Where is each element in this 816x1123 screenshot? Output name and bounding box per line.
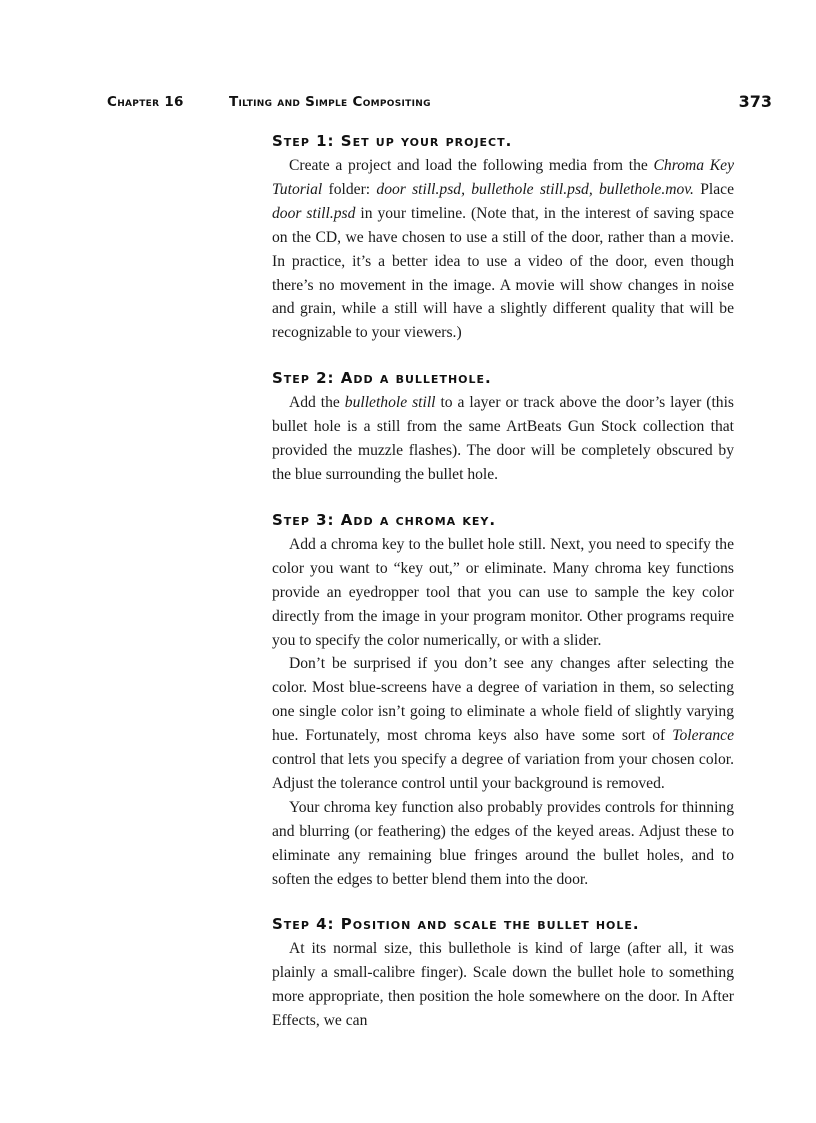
page-number: 373 xyxy=(738,92,772,111)
step-heading: Step 4: Position and scale the bullet hole. xyxy=(272,915,640,934)
text-run: Your chroma key function also probably provides controls for thinning and blurring (or feathering) the edges of the keyed areas. Adjust these to eliminate any remaining blue fringes around the bullet holes, and to soften the edges to better blend them into the door. xyxy=(272,798,734,888)
step-heading: Step 3: Add a chroma key. xyxy=(272,510,497,529)
italic-text: Chroma Key Tutorial xyxy=(272,157,735,198)
step-section-1 xyxy=(272,130,734,345)
paragraph xyxy=(272,652,734,795)
text-run: to a layer or track above the door’s layer (this bullet hole is a still from the same ArtBeats Gun Stock collection that provided the muzzle flashes). The door will be completely obscured by the blue surrounding the bullet hole. xyxy=(272,394,734,483)
step-section-3 xyxy=(272,509,734,892)
body-text xyxy=(272,130,734,1033)
chapter-label: Chapter 16 xyxy=(107,94,184,110)
step-heading: Step 1: Set up your project. xyxy=(272,132,513,150)
text-run: Place xyxy=(693,180,735,198)
text-run: At its normal size, this bullethole is kind of large (after all, it was plainly a small-calibre finger). Scale down the bullet hole to something more appropriate, then position the hole somewhere on the door. In After Effects, we can xyxy=(272,940,734,1030)
text-run: in your timeline. (Note that, in the interest of saving space on the CD, we have chosen to use a still of the door, rather than a movie. In practice, it’s a better idea to use a video of the door, even though there’s no movement in the image. A movie will show changes in noise and grain, while a still will have a slightly different quality that will be recognizable to your viewers.) xyxy=(272,204,734,342)
text-run: Create a project and load the following media from the xyxy=(289,157,654,174)
italic-text: door still.psd, bullethole still.psd, bullethole.mov. xyxy=(376,180,694,198)
step-section-2 xyxy=(272,367,734,487)
italic-text: door still.psd xyxy=(272,204,356,222)
running-head xyxy=(107,92,772,112)
text-run: Add a chroma key to the bullet hole still. Next, you need to specify the color you want to “key out,” or eliminate. Many chroma key functions provide an eyedropper tool that you can use to sample the key color directly from the image in your program monitor. Other programs require you to specify the color numerically, or with a slider. xyxy=(272,535,734,649)
text-run: folder: xyxy=(322,180,377,198)
italic-text: Tolerance xyxy=(672,727,734,745)
chapter-title: Tilting and Simple Compositing xyxy=(229,94,431,110)
text-run: Add the xyxy=(289,394,345,412)
paragraph xyxy=(272,154,734,345)
paragraph xyxy=(272,391,734,487)
text-run: control that lets you specify a degree of variation from your chosen color. Adjust the tolerance control until your background is removed. xyxy=(272,751,734,792)
paragraph xyxy=(272,533,734,653)
paragraph xyxy=(272,937,734,1033)
text-run: Don’t be surprised if you don’t see any changes after selecting the color. Most blue-screens have a degree of variation in them, so selecting one single color isn’t going to eliminate a whole field of slightly varying hue. Fortunately, most chroma keys also have some sort of xyxy=(272,655,734,745)
step-heading: Step 2: Add a bullethole. xyxy=(272,369,492,388)
paragraph xyxy=(272,796,734,892)
step-section-4 xyxy=(272,913,734,1033)
italic-text: bullethole still xyxy=(344,394,436,412)
